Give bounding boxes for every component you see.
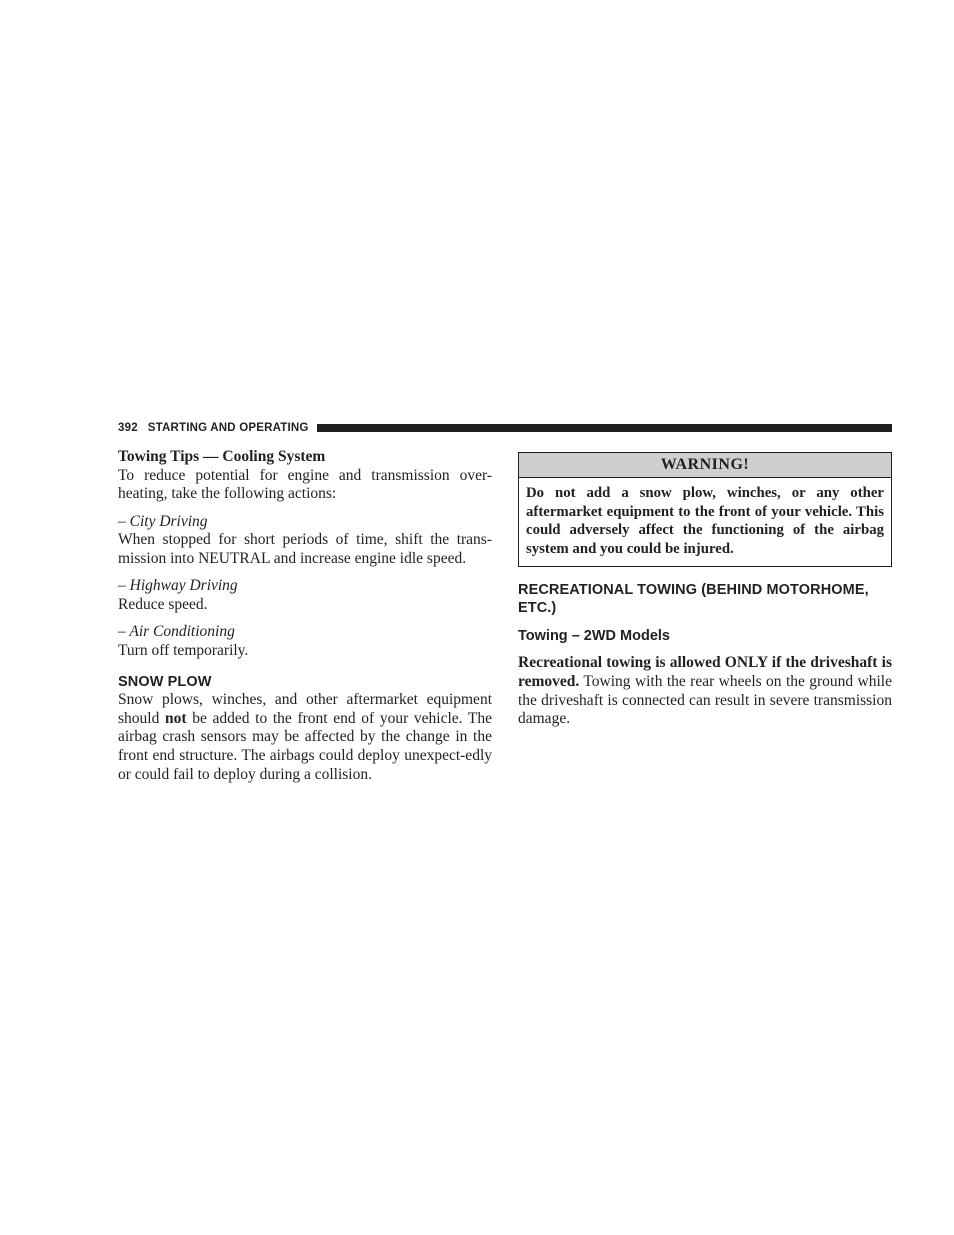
towing-tips-heading: Towing Tips — Cooling System bbox=[118, 448, 326, 465]
snow-plow-bold-not: not bbox=[165, 709, 187, 727]
towing-2wd-bold: Recreational towing is allowed ONLY if the driveshaft is removed. bbox=[518, 654, 892, 691]
right-column bbox=[518, 448, 892, 729]
warning-box bbox=[518, 452, 892, 567]
highway-driving-label: – Highway Driving bbox=[118, 577, 238, 595]
snow-plow-text-part1: Snow plows, winches, and other aftermarket equipment should bbox=[118, 691, 492, 727]
snow-plow-text bbox=[118, 691, 492, 785]
highway-driving-text: Reduce speed. bbox=[118, 595, 208, 613]
left-column bbox=[118, 448, 492, 785]
towing-2wd-rest: Towing with the rear wheels on the ground while the driveshaft is connected can result in severe transmission damage. bbox=[518, 673, 892, 728]
warning-text: Do not add a snow plow, winches, or any other aftermarket equipment to the front of your vehicle. This could adversely affect the functioning of the airbag system and you could be injured. bbox=[526, 485, 884, 558]
section-title: STARTING AND OPERATING bbox=[147, 422, 309, 434]
header-rule bbox=[317, 424, 892, 432]
recreational-towing-heading: RECREATIONAL TOWING (BEHIND MOTORHOME, ETC.) bbox=[518, 581, 869, 617]
air-conditioning-label: – Air Conditioning bbox=[118, 623, 235, 641]
city-driving-label: – City Driving bbox=[118, 512, 208, 530]
air-conditioning-text: Turn off temporarily. bbox=[118, 641, 249, 659]
warning-title: WARNING! bbox=[519, 453, 891, 478]
page-header bbox=[118, 420, 892, 436]
towing-tips-intro: To reduce potential for engine and transmission over-heating, take the following actions: bbox=[118, 466, 492, 503]
page-number: 392 bbox=[118, 422, 138, 434]
snow-plow-heading: SNOW PLOW bbox=[118, 673, 212, 690]
city-driving-text: When stopped for short periods of time, shift the trans-mission into NEUTRAL and increase engine idle speed. bbox=[118, 531, 492, 568]
towing-2wd-text bbox=[518, 654, 892, 729]
snow-plow-text-part2: be added to the front end of your vehicle. The airbag crash sensors may be affected by the change in the front end structure. The airbags could deploy unexpect-edly or could fail to deploy during a collision. bbox=[118, 709, 492, 783]
towing-2wd-subheading: Towing – 2WD Models bbox=[518, 627, 670, 644]
